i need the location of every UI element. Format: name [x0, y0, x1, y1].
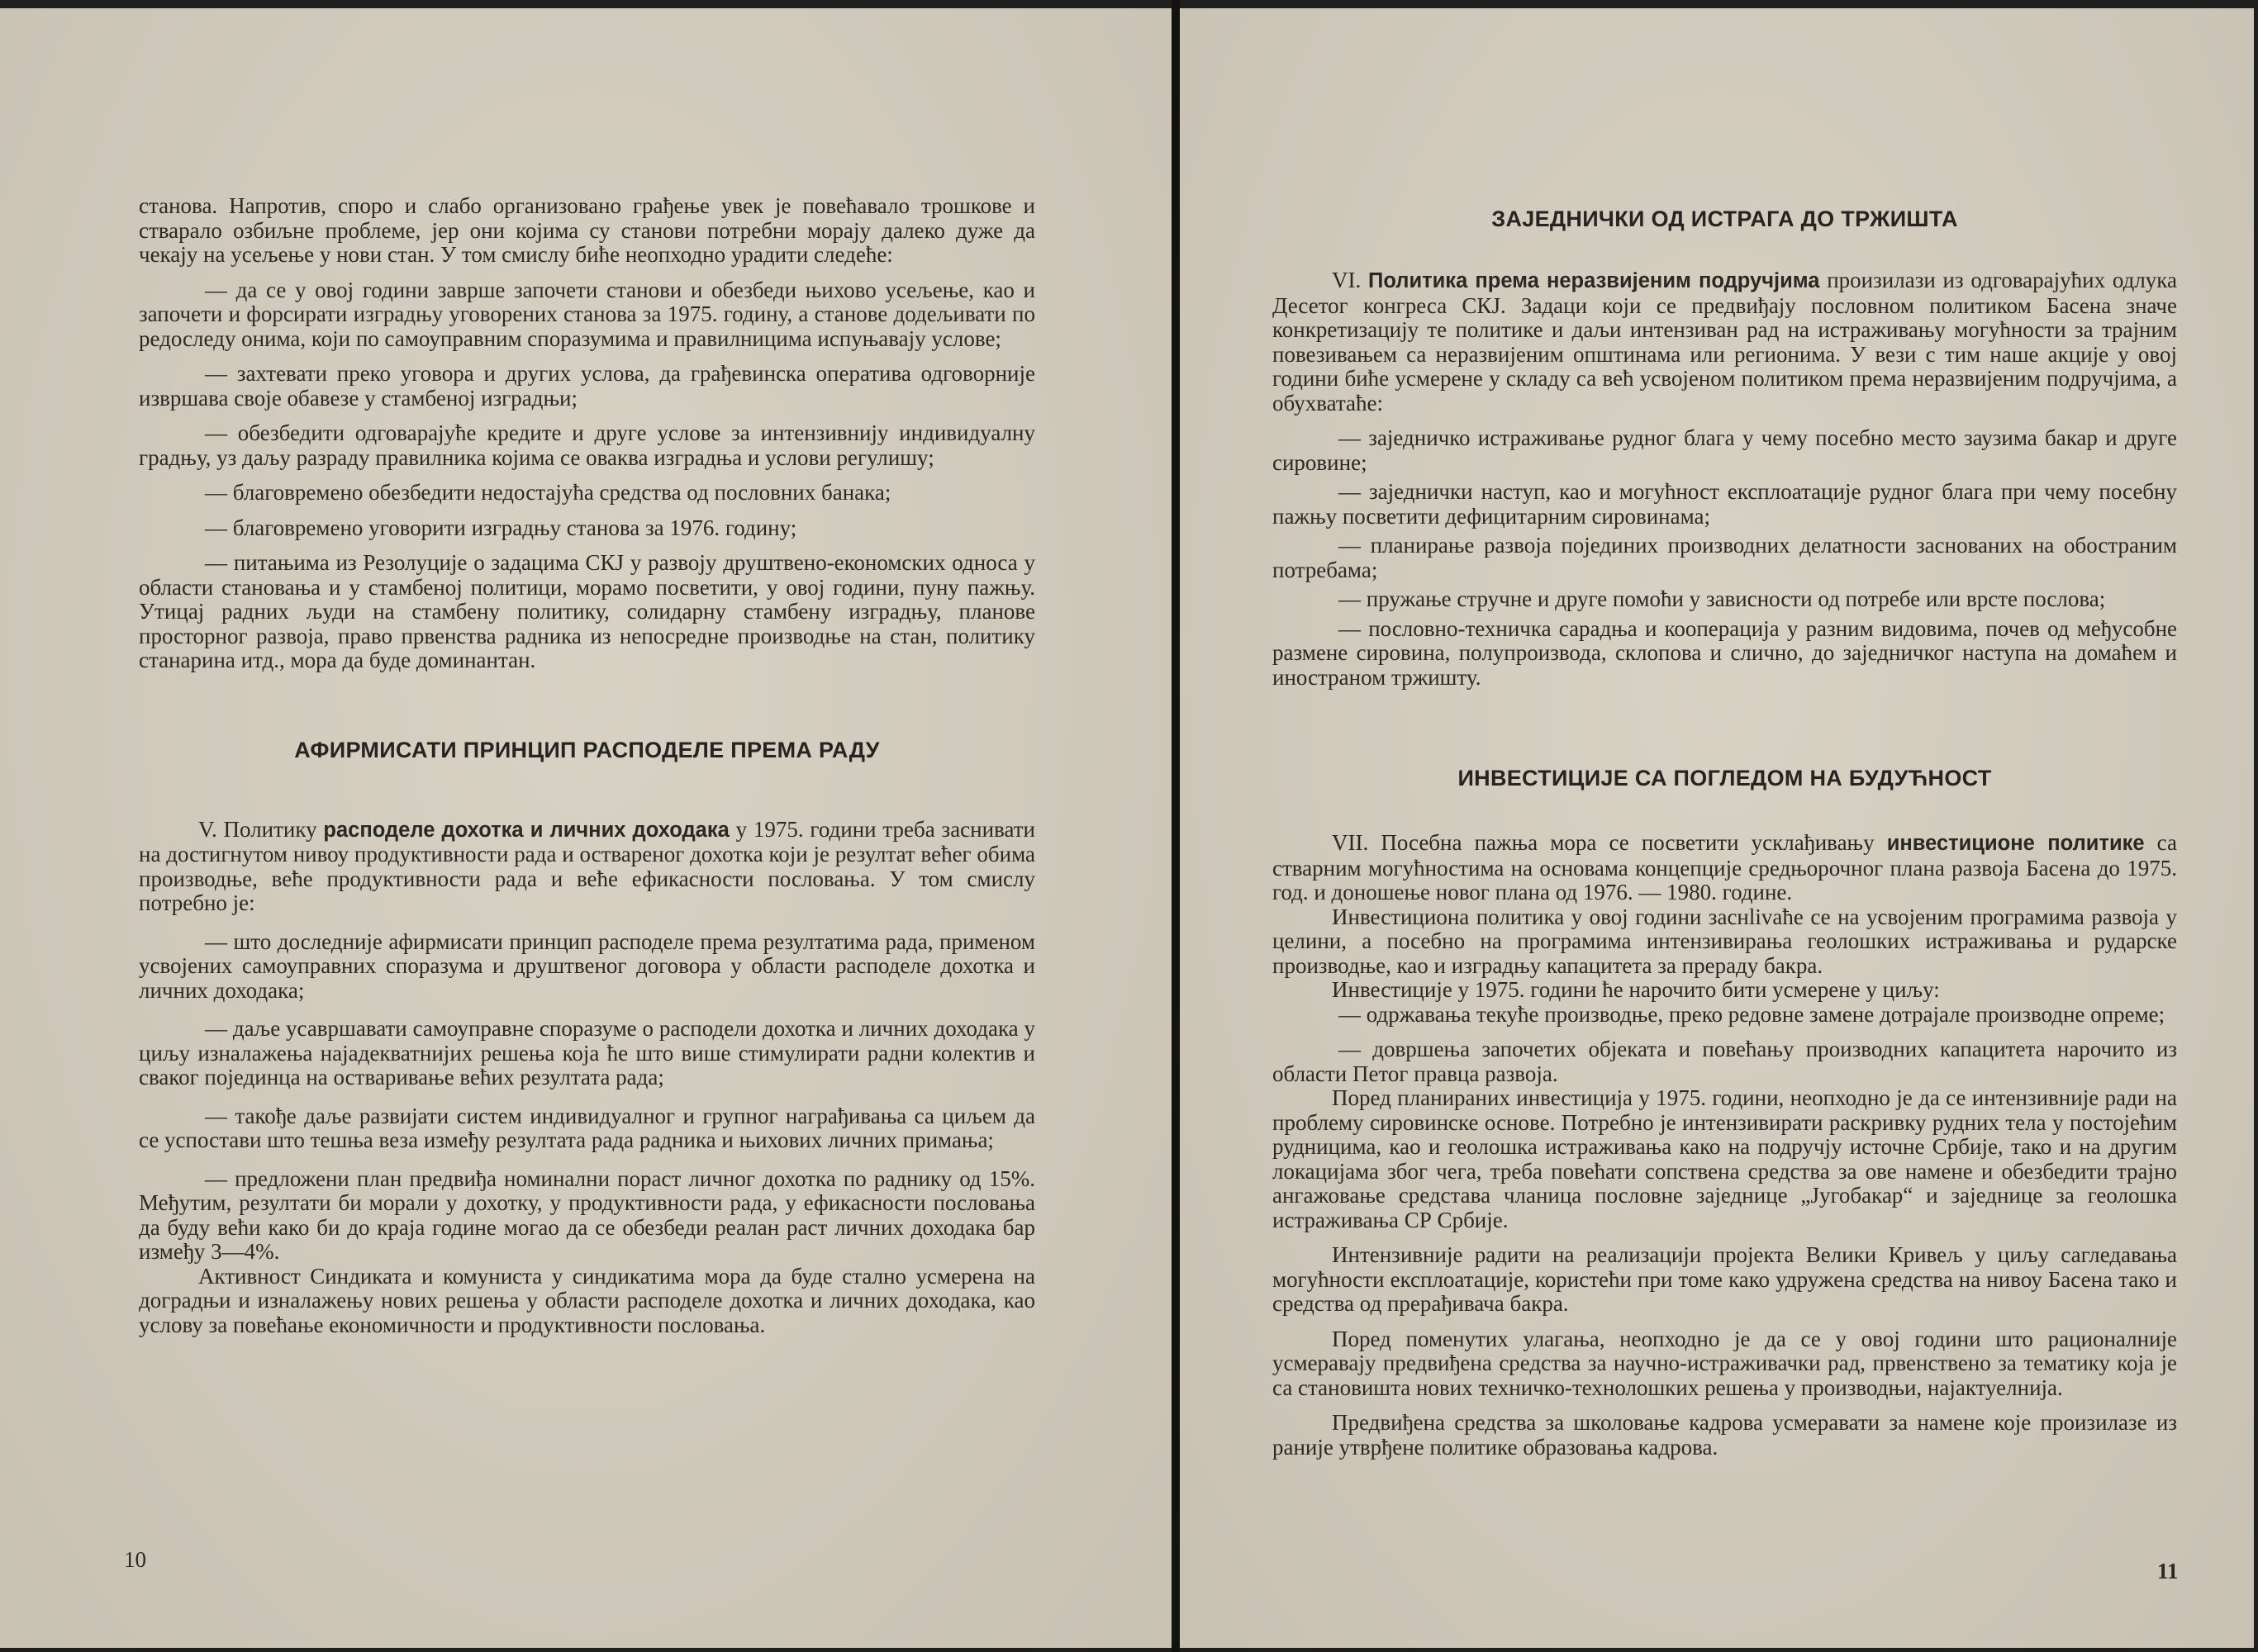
- section-v-item: — што доследније афирмисати принцип расподеле према резултатима рада, применом усвојених самоуправних споразума и друштвеног договора у области расподеле дохотка и личних доходака;: [139, 928, 1035, 1003]
- section-vii-lead: VII. Посебна пажња мора се посветити усклађивању инвестиционе политике са стварним могућностима на основама концепције средњорочног плана развоја Басена до 1975. год. и доношење новог плана од 1976. — 1980. године.: [1272, 830, 2177, 904]
- left-page: [0, 8, 1172, 1648]
- section-vii-paragraph: Поред планираних инвестиција у 1975. години, неопходно је да се интензивније ради на проблему сировинске основе. Потребно је интензивирати раскривку рудних тела у постојећим рудницима, као и геолошка истраживања како на подручју источне Србије, тако и на другим локацијама због чега, треба повећати сопствена средства за ове намене и обезбедити трајно ангажовање средстава чланица пословне заједнице „Југобакар“ и заједнице за геолошка истраживања СР Србије.: [1272, 1085, 2177, 1232]
- section-v-item: — предложени план предвиђа номинални пораст личног дохотка по раднику од 15%. Међутим, резултати би морали у дохотку, у продуктивности рада, у ефикасности пословања да буду већи како би до краја године могао да се обезбеди реалан раст личних доходака бар између 3—4%.: [139, 1165, 1035, 1264]
- section-vi-heading: ЗАЈЕДНИЧКИ ОД ИСТРАГА ДО ТРЖИШТА: [1491, 206, 1958, 231]
- section-vii-paragraph: Предвиђена средства за школовање кадрова усмеравати за намене које произилазе из раније утврђене политике образовања кадрова.: [1272, 1410, 2177, 1460]
- section-vii-item: — одржавања текуће производње, преко редовне замене дотрајале производне опреме;: [1338, 1001, 2165, 1027]
- housing-item: — захтевати преко уговора и других услова, да грађевинска оператива одговорније извршава своје обавезе у стамбеној изградњи;: [139, 361, 1035, 411]
- section-vii-paragraph: Инвестиције у 1975. години ће нарочито бити усмерене у циљу:: [1332, 977, 1940, 1002]
- right-page: [1180, 8, 2254, 1648]
- page-number-left: 10: [124, 1547, 146, 1572]
- section-vi-item: — пословно-техничка сарадња и кооперација у разним видовима, почев од међусобне размене сировина, полупроизвода, склопова и слично, до заједничког наступа на домаћем и иностраном тржишту.: [1272, 615, 2177, 690]
- housing-item: — благовремено уговорити изградњу станова за 1976. годину;: [205, 515, 797, 540]
- section-vii-paragraph: Инвестициона политика у овој години заснlivaће се на усвојеним програмима развоја у целини, а посебно на програмима интензивирања геолошких истраживања и рударске производње, као и изградњу капацитета за прераду бакра.: [1272, 904, 2177, 978]
- section-vi-item: — планирање развоја појединих производних делатности заснованих на обостраним потребама;: [1272, 533, 2177, 582]
- section-vi-item: — заједничко истраживање рудног блага у чему посебно место заузима бакар и друге сировине;: [1272, 425, 2177, 475]
- housing-item: — да се у овој години заврше започети станови и обезбеди њихово усељење, као и започети и форсирати изградњу уговорених станова за 1975. годину, а станове додељивати по редоследу онима, који по самоуправним споразумима и правилницима испуњавају услове;: [139, 277, 1035, 351]
- section-vii-paragraph: Поред поменутих улагања, неопходно је да се у овој години што рационалније усмеравају предвиђена средства за научно-истраживачки рад, првенствено за тематику која је са становишта нових техничко-технолошких решења у производњи, најактуелнија.: [1272, 1326, 2177, 1400]
- section-vi-item: — пружање стручне и друге помоћи у зависности од потребе или врсте послова;: [1338, 586, 2106, 611]
- right-page-text-column: [1272, 206, 2177, 1460]
- page-number-right: 11: [2157, 1559, 2179, 1583]
- book-gutter: [1172, 0, 1180, 1652]
- section-v-closing: Активност Синдиката и комуниста у синдикатима мора да буде стално усмерена на доградњи и изналажењу нових решења у области расподеле дохотка и личних доходака, као услову за повећање економичности и продуктивности пословања.: [139, 1263, 1035, 1337]
- left-page-text-column: [139, 194, 1035, 1337]
- section-v-item: — даље усавршавати самоуправне споразуме о расподели дохотка и личних доходака у циљу изналажења најадекватнијих решења која ће што више стимулирати радни колектив и сваког појединца на остваривање већих резултата рада;: [139, 1016, 1035, 1089]
- housing-item: — питањима из Резолуције о задацима СКЈ у развоју друштвено-економских односа у области становања и у стамбеној политици, морамо посветити, у овој години, пуну пажњу. Утицај радних људи на стамбену политику, солидарну стамбену изградњу, планове просторног развоја, право првенства радника из непосредне производње на стан, политику станарина итд., мора да буде доминантан.: [139, 550, 1035, 672]
- section-vii-paragraph: Интензивније радити на реализацији пројекта Велики Кривељ у циљу сагледавања могућности експлоатације, користећи при томе како удружена средства на нивоу Басена тако и средства од прерађивача бакра.: [1272, 1242, 2177, 1316]
- section-v-heading: АФИРМИСАТИ ПРИНЦИП РАСПОДЕЛЕ ПРЕМА РАДУ: [294, 737, 880, 762]
- section-vi-item: — заједнички наступ, као и могућност експлоатације рудног блага при чему посебну пажњу посветити дефицитарним сировинама;: [1272, 479, 2177, 529]
- housing-item: — благовремено обезбедити недостајућа средства од пословних банака;: [205, 480, 891, 505]
- section-v-lead: V. Политику расподеле дохотка и личних доходака у 1975. години треба заснивати на достигнутом нивоу продуктивности рада и оствареног дохотка који је резултат већег обима производње, веће продуктивности рада и веће ефикасности пословања. У том смислу потребно је:: [139, 816, 1035, 915]
- left-intro-paragraph: станова. Напротив, споро и слабо организовано грађење увек је повећавало трошкове и стварало озбиљне проблеме, јер они којима су станови потребни морају далеко дуже да чекају на усељење у нови стан. У том смислу биће неопходно урадити следеће:: [139, 193, 1035, 267]
- housing-item: — обезбедити одговарајуће кредите и друге услове за интензивнију индивидуалну градњу, уз даљу разраду правилника којима се оваква изградња и услови регулишу;: [139, 420, 1035, 470]
- section-vii-item: — довршења започетих објеката и повећању производних капацитета нарочито из области Петог правца развоја.: [1272, 1037, 2177, 1086]
- section-vii-heading: ИНВЕСТИЦИЈЕ СА ПОГЛЕДОМ НА БУДУЋНОСТ: [1457, 766, 1992, 790]
- section-vi-lead: VI. Политика према неразвијеним подручјима произилази из одговарајућих одлука Десетог конгреса СКЈ. Задаци који се предвиђају пословном политиком Басена значе конкретизацију те политике и даљи интензиван рад на истраживању могућности за трајним повезивањем са неразвијеним општинама или регионима. У вези с тим наше акције у овој години биће усмерене у складу са већ усвојеном политиком према неразвијеним подручјима, а обухватаће:: [1272, 268, 2177, 415]
- section-v-item: — такође даље развијати систем индивидуалног и групног награђивања са циљем да се успостави што тешња веза између резултата рада радника и њихових личних примања;: [139, 1103, 1035, 1152]
